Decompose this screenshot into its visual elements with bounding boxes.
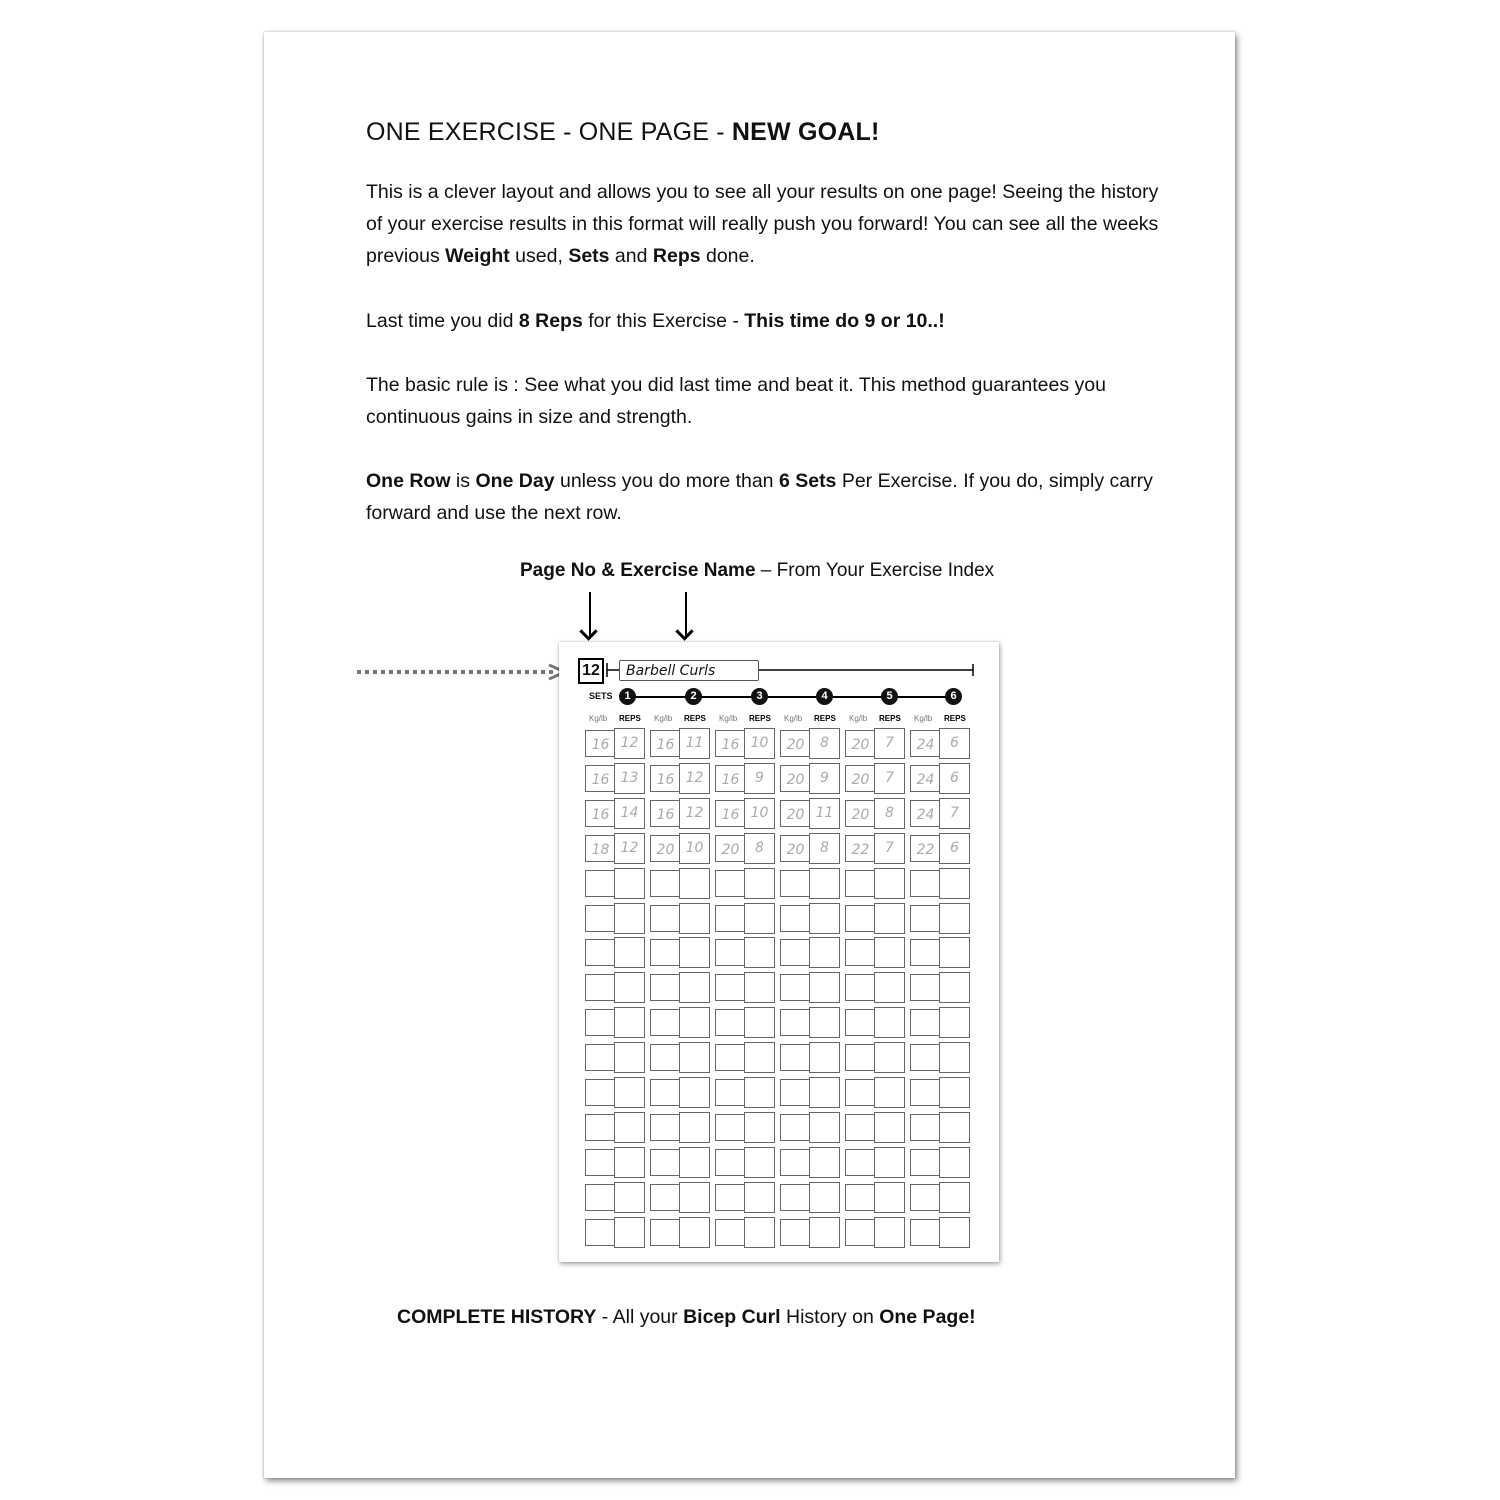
reps-cell xyxy=(809,1007,840,1038)
weight-cell xyxy=(650,974,681,1001)
weight-cell xyxy=(650,1044,681,1071)
weight-cell: 20 xyxy=(845,765,876,792)
reps-cell xyxy=(744,937,775,968)
reps-cell xyxy=(614,1217,645,1248)
reps-cell xyxy=(614,868,645,899)
reps-cell xyxy=(809,1042,840,1073)
weight-cell xyxy=(715,1184,746,1211)
weight-cell: 16 xyxy=(585,765,616,792)
reps-cell xyxy=(744,903,775,934)
reps-cell: 8 xyxy=(874,798,905,829)
reps-cell xyxy=(939,903,970,934)
sets-label: SETS xyxy=(589,691,613,701)
weight-cell xyxy=(780,1009,811,1036)
page-heading xyxy=(366,118,880,147)
reps-column-label: REPS xyxy=(944,714,966,723)
weight-cell xyxy=(650,1079,681,1106)
reps-cell: 6 xyxy=(939,763,970,794)
weight-cell xyxy=(845,1149,876,1176)
weight-cell xyxy=(715,1219,746,1246)
weight-cell: 20 xyxy=(780,800,811,827)
reps-cell xyxy=(809,903,840,934)
reps-cell xyxy=(809,937,840,968)
weight-cell xyxy=(780,870,811,897)
heading-emphasis: NEW GOAL! xyxy=(731,118,880,146)
weight-cell xyxy=(715,1009,746,1036)
reps-cell: 13 xyxy=(614,763,645,794)
reps-cell: 6 xyxy=(939,728,970,759)
weight-cell: 16 xyxy=(585,800,616,827)
reps-cell xyxy=(679,937,710,968)
weight-cell xyxy=(845,1079,876,1106)
weight-cell xyxy=(845,1219,876,1246)
reps-cell: 7 xyxy=(874,833,905,864)
reps-column-label: REPS xyxy=(619,714,641,723)
weight-cell xyxy=(585,1009,616,1036)
weight-cell xyxy=(585,1219,616,1246)
weight-cell xyxy=(715,1114,746,1141)
reps-cell xyxy=(679,868,710,899)
weight-cell xyxy=(780,1079,811,1106)
weight-cell xyxy=(845,1114,876,1141)
kg-column-label: Kg/lb xyxy=(784,714,803,723)
weight-cell xyxy=(650,870,681,897)
reps-column-label: REPS xyxy=(814,714,836,723)
reps-cell: 12 xyxy=(614,728,645,759)
weight-cell xyxy=(585,974,616,1001)
weight-cell xyxy=(585,870,616,897)
reps-cell xyxy=(874,868,905,899)
reps-cell xyxy=(809,1182,840,1213)
reps-cell xyxy=(874,1182,905,1213)
reps-cell xyxy=(614,937,645,968)
weight-cell xyxy=(845,905,876,932)
reps-cell xyxy=(939,868,970,899)
weight-cell: 22 xyxy=(845,835,876,862)
reps-cell xyxy=(744,1042,775,1073)
reps-cell xyxy=(874,937,905,968)
weight-cell: 16 xyxy=(650,765,681,792)
reps-cell xyxy=(809,1112,840,1143)
weight-cell xyxy=(780,1114,811,1141)
weight-cell xyxy=(845,974,876,1001)
bottom-caption: COMPLETE HISTORY - All your Bicep Curl History on One Page! xyxy=(397,1306,976,1328)
weight-cell xyxy=(845,870,876,897)
weight-cell xyxy=(715,1079,746,1106)
set-number-1: 1 xyxy=(619,688,636,705)
reps-cell xyxy=(939,937,970,968)
reps-cell xyxy=(874,1077,905,1108)
reps-cell: 6 xyxy=(939,833,970,864)
page-no-arrow-icon xyxy=(589,592,591,636)
reps-cell xyxy=(939,1217,970,1248)
heading-text: ONE EXERCISE - ONE PAGE - xyxy=(366,118,732,146)
weight-cell xyxy=(780,939,811,966)
reps-cell: 11 xyxy=(809,798,840,829)
reps-cell: 7 xyxy=(874,763,905,794)
reps-cell xyxy=(744,1112,775,1143)
reps-cell xyxy=(614,1077,645,1108)
sets-line xyxy=(620,690,970,704)
weight-cell xyxy=(650,1149,681,1176)
goal-paragraph: Last time you did 8 Reps for this Exercise - This time do 9 or 10..! xyxy=(366,310,945,332)
weight-cell xyxy=(910,1184,941,1211)
weight-cell xyxy=(845,1184,876,1211)
reps-cell xyxy=(614,1147,645,1178)
weight-cell: 16 xyxy=(650,730,681,757)
reps-cell: 11 xyxy=(679,728,710,759)
reps-cell: 10 xyxy=(744,728,775,759)
reps-cell xyxy=(744,868,775,899)
reps-cell xyxy=(939,1077,970,1108)
weight-cell xyxy=(585,905,616,932)
reps-cell: 8 xyxy=(809,728,840,759)
reps-cell xyxy=(809,1147,840,1178)
reps-cell xyxy=(939,972,970,1003)
weight-cell xyxy=(585,939,616,966)
set-number-3: 3 xyxy=(751,688,768,705)
weight-cell: 24 xyxy=(910,730,941,757)
weight-cell xyxy=(845,1009,876,1036)
weight-cell xyxy=(585,1149,616,1176)
weight-cell xyxy=(910,974,941,1001)
reps-cell: 7 xyxy=(939,798,970,829)
weight-cell xyxy=(650,939,681,966)
weight-cell xyxy=(650,1219,681,1246)
weight-cell: 20 xyxy=(715,835,746,862)
row-paragraph: One Row is One Day unless you do more than 6 Sets Per Exercise. If you do, simply carry forward and use the next row. xyxy=(366,470,1153,524)
weight-cell xyxy=(780,1149,811,1176)
weight-cell xyxy=(910,1219,941,1246)
weight-cell: 22 xyxy=(910,835,941,862)
reps-cell xyxy=(679,1112,710,1143)
weight-cell xyxy=(780,1044,811,1071)
reps-cell xyxy=(874,903,905,934)
weight-cell: 16 xyxy=(585,730,616,757)
weight-cell xyxy=(650,1114,681,1141)
reps-cell xyxy=(614,1112,645,1143)
reps-cell xyxy=(809,1077,840,1108)
page-number-box: 12 xyxy=(578,658,604,684)
reps-cell xyxy=(939,1112,970,1143)
weight-cell xyxy=(910,1114,941,1141)
weight-cell xyxy=(910,1044,941,1071)
weight-cell xyxy=(715,905,746,932)
weight-cell xyxy=(910,1079,941,1106)
weight-cell: 18 xyxy=(585,835,616,862)
weight-cell: 16 xyxy=(650,800,681,827)
reps-cell xyxy=(874,1112,905,1143)
weight-cell xyxy=(780,1184,811,1211)
rule-paragraph: The basic rule is : See what you did last time and beat it. This method guarantees you continuous gains in size and strength. xyxy=(366,374,1106,428)
reps-column-label: REPS xyxy=(879,714,901,723)
reps-cell xyxy=(874,1007,905,1038)
reps-cell xyxy=(874,1147,905,1178)
reps-cell xyxy=(679,903,710,934)
kg-column-label: Kg/lb xyxy=(719,714,738,723)
reps-cell xyxy=(744,1217,775,1248)
reps-cell xyxy=(679,1147,710,1178)
reps-cell xyxy=(614,972,645,1003)
weight-cell xyxy=(715,1044,746,1071)
reps-cell: 12 xyxy=(679,763,710,794)
weight-cell xyxy=(910,939,941,966)
weight-cell xyxy=(910,905,941,932)
weight-cell xyxy=(650,1184,681,1211)
set-number-6: 6 xyxy=(945,688,962,705)
weight-cell xyxy=(845,1044,876,1071)
reps-cell xyxy=(744,1147,775,1178)
reps-cell xyxy=(939,1042,970,1073)
reps-cell xyxy=(744,1077,775,1108)
reps-column-label: REPS xyxy=(684,714,706,723)
weight-cell: 20 xyxy=(780,765,811,792)
weight-cell xyxy=(715,939,746,966)
reps-cell: 10 xyxy=(679,833,710,864)
set-number-4: 4 xyxy=(816,688,833,705)
weight-cell xyxy=(910,1009,941,1036)
weight-cell: 16 xyxy=(715,730,746,757)
weight-cell: 24 xyxy=(910,800,941,827)
kg-column-label: Kg/lb xyxy=(654,714,673,723)
exercise-name-box: Barbell Curls xyxy=(619,660,759,681)
weight-cell: 24 xyxy=(910,765,941,792)
reps-cell xyxy=(614,1042,645,1073)
reps-cell xyxy=(614,1182,645,1213)
reps-cell xyxy=(744,972,775,1003)
reps-cell xyxy=(939,1182,970,1213)
reps-cell: 14 xyxy=(614,798,645,829)
weight-cell xyxy=(715,870,746,897)
reps-cell: 12 xyxy=(679,798,710,829)
weight-cell xyxy=(715,974,746,1001)
dotted-arrow-icon xyxy=(355,663,575,683)
reps-cell xyxy=(744,1007,775,1038)
weight-cell xyxy=(715,1149,746,1176)
weight-cell xyxy=(650,1009,681,1036)
weight-cell xyxy=(585,1079,616,1106)
reps-cell: 9 xyxy=(809,763,840,794)
reps-cell: 10 xyxy=(744,798,775,829)
reps-cell xyxy=(874,1217,905,1248)
reps-cell xyxy=(679,1077,710,1108)
weight-cell xyxy=(585,1044,616,1071)
reps-cell xyxy=(679,1007,710,1038)
reps-column-label: REPS xyxy=(749,714,771,723)
reps-cell xyxy=(809,868,840,899)
weight-cell xyxy=(585,1114,616,1141)
reps-cell: 7 xyxy=(874,728,905,759)
kg-column-label: Kg/lb xyxy=(589,714,608,723)
weight-cell xyxy=(910,1149,941,1176)
kg-column-label: Kg/lb xyxy=(849,714,868,723)
diagram-caption: Page No & Exercise Name – From Your Exercise Index xyxy=(520,560,995,581)
set-number-2: 2 xyxy=(685,688,702,705)
weight-cell: 20 xyxy=(845,730,876,757)
reps-cell xyxy=(614,1007,645,1038)
intro-paragraph: This is a clever layout and allows you to see all your results on one page! Seeing the history of your exercise results in this format will really push you forward! You can see all the weeks previous Weight used, Sets and Reps done. xyxy=(366,181,1159,267)
weight-cell xyxy=(585,1184,616,1211)
weight-cell xyxy=(845,939,876,966)
reps-cell: 12 xyxy=(614,833,645,864)
exercise-name-arrow-icon xyxy=(685,592,687,636)
reps-cell xyxy=(809,1217,840,1248)
weight-cell: 20 xyxy=(845,800,876,827)
weight-cell: 20 xyxy=(780,835,811,862)
reps-cell xyxy=(679,1042,710,1073)
weight-cell xyxy=(650,905,681,932)
reps-cell: 8 xyxy=(744,833,775,864)
reps-cell xyxy=(679,1182,710,1213)
reps-cell xyxy=(939,1147,970,1178)
reps-cell xyxy=(679,972,710,1003)
weight-cell: 16 xyxy=(715,765,746,792)
reps-cell xyxy=(809,972,840,1003)
reps-cell xyxy=(874,972,905,1003)
reps-cell xyxy=(744,1182,775,1213)
reps-cell xyxy=(614,903,645,934)
reps-cell xyxy=(874,1042,905,1073)
weight-cell xyxy=(780,974,811,1001)
weight-cell xyxy=(780,1219,811,1246)
weight-cell xyxy=(910,870,941,897)
reps-cell: 9 xyxy=(744,763,775,794)
weight-cell xyxy=(780,905,811,932)
reps-cell: 8 xyxy=(809,833,840,864)
set-number-5: 5 xyxy=(881,688,898,705)
weight-cell: 16 xyxy=(715,800,746,827)
weight-cell: 20 xyxy=(780,730,811,757)
weight-cell: 20 xyxy=(650,835,681,862)
reps-cell xyxy=(939,1007,970,1038)
kg-column-label: Kg/lb xyxy=(914,714,933,723)
reps-cell xyxy=(679,1217,710,1248)
